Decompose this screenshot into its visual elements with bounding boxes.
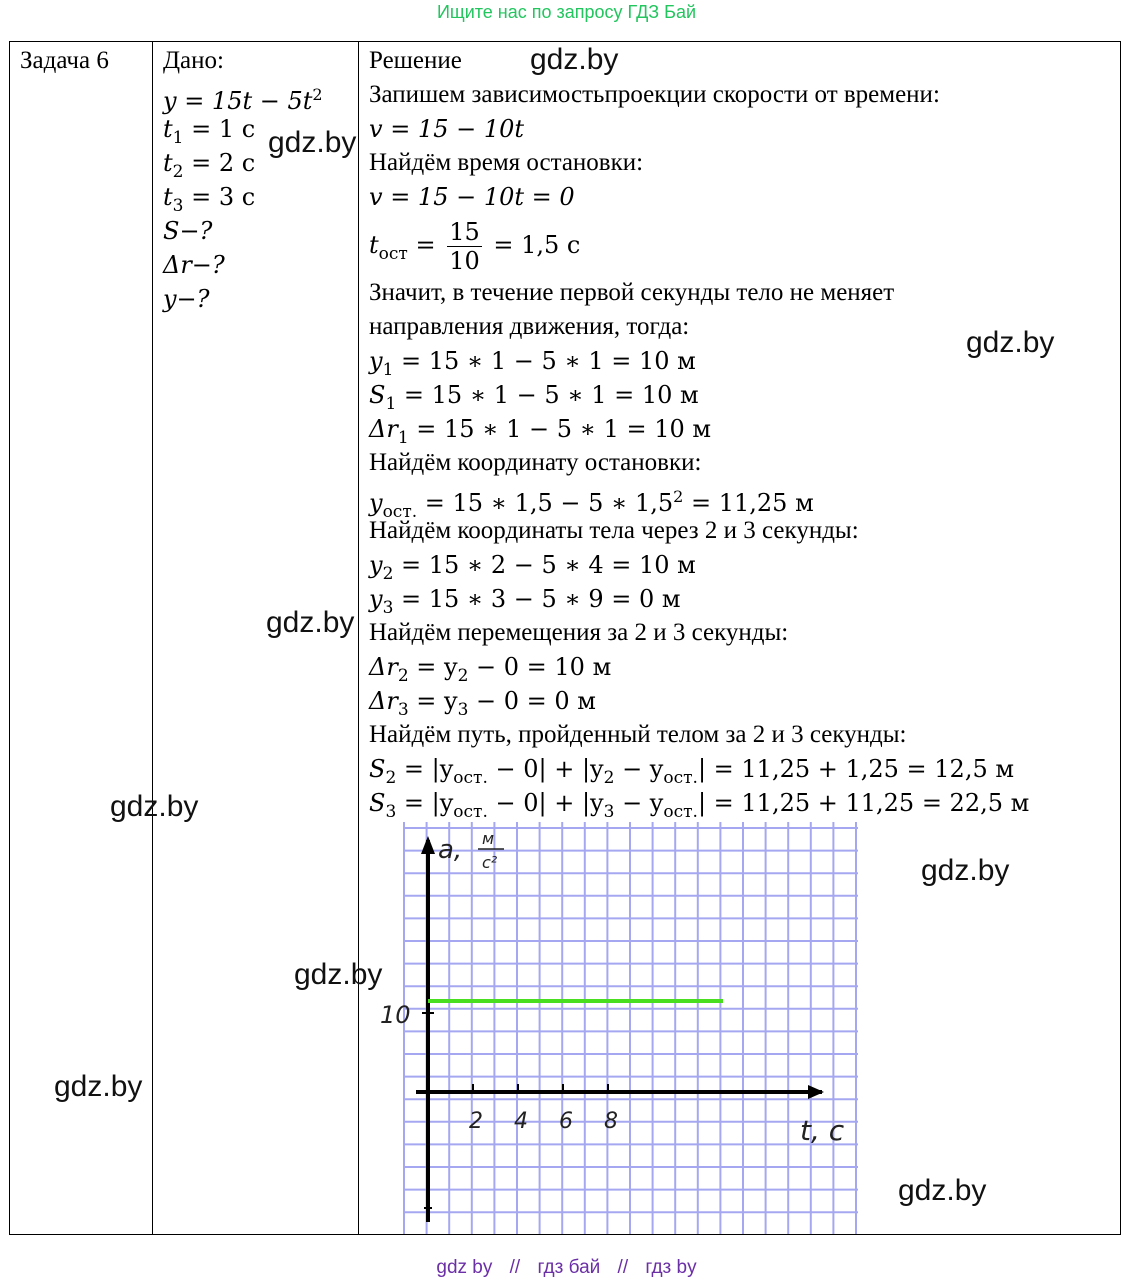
footer-separator: // bbox=[509, 1257, 521, 1278]
given-find-y: y−? bbox=[163, 285, 210, 313]
top-banner[interactable]: Ищите нас по запросу ГДЗ Бай bbox=[436, 2, 697, 22]
given-equation: $y = 15t - 5t^2$ bbox=[163, 85, 323, 115]
footer-link-gdz-by[interactable]: gdz by bbox=[436, 1257, 493, 1278]
given-t1: $t_1 = 1$ с bbox=[163, 115, 256, 148]
given-heading: Дано: bbox=[163, 47, 224, 74]
watermark: gdz.by bbox=[266, 606, 355, 639]
solution-formula: $\Delta r_2 = y_2 - 0 = 10$ м bbox=[369, 653, 612, 686]
axes bbox=[416, 836, 824, 1222]
given-t3: $t_3 = 3$ с bbox=[163, 183, 256, 216]
x-axis-label: t, c bbox=[800, 1114, 845, 1147]
given-find-dr: Δr−? bbox=[163, 251, 225, 279]
solution-stop-time: $t_{ост}$ = $\frac{15}{10}$ = 1,5 с bbox=[369, 218, 581, 275]
footer-link-gdz-by-cyr[interactable]: гдз by bbox=[645, 1257, 697, 1278]
solution-block bbox=[359, 42, 1120, 820]
x-tick-label: 4 bbox=[514, 1109, 528, 1134]
x-tick-label: 6 bbox=[559, 1109, 573, 1134]
solution-formula: $y_{ост.} = 15$ ∗ 1,5 − 5 ∗ $1,5^2 = 11,25$ м bbox=[369, 487, 814, 522]
x-axis-arrow bbox=[808, 1085, 824, 1099]
solution-formula: $\Delta r_1 = 15$ ∗ 1 − 5 ∗ 1 = 10 м bbox=[369, 415, 712, 448]
solution-formula: $y_3 = 15$ ∗ 3 − 5 ∗ 9 = 0 м bbox=[369, 585, 681, 618]
solution-text: Найдём координаты тела через 2 и 3 секунды: bbox=[369, 517, 859, 544]
solution-formula: $\Delta r_3 = y_3 - 0 = 0$ м bbox=[369, 687, 596, 720]
watermark: gdz.by bbox=[966, 326, 1055, 359]
solution-formula: v = 15 − 10t = 0 bbox=[369, 183, 575, 211]
solution-text: Найдём время остановки: bbox=[369, 149, 644, 176]
y-unit-numerator: м bbox=[482, 829, 495, 848]
watermark: gdz.by bbox=[898, 1174, 987, 1207]
solution-formula: $y_2 = 15$ ∗ 2 − 5 ∗ 4 = 10 м bbox=[369, 551, 696, 584]
watermark: gdz.by bbox=[530, 43, 619, 76]
solution-text: Найдём перемещения за 2 и 3 секунды: bbox=[369, 619, 789, 646]
given-block bbox=[153, 42, 358, 316]
solution-formula: $y_1 = 15$ ∗ 1 − 5 ∗ 1 = 10 м bbox=[369, 347, 696, 380]
x-tick-label: 2 bbox=[469, 1109, 483, 1134]
solution-heading: Решение bbox=[369, 47, 462, 74]
footer-link-gdz-bai[interactable]: гдз бай bbox=[537, 1257, 601, 1278]
solution-formula: $S_2 = |y_{ост.} - 0| + |y_2 - y_{ост.}| = 11,25 + 1,25 = 12,5$ м bbox=[369, 755, 1015, 788]
y-axis-label: a, bbox=[438, 835, 463, 865]
watermark: gdz.by bbox=[54, 1070, 143, 1103]
y-unit-denominator: с² bbox=[482, 853, 498, 872]
fraction: $\frac{15}{10}$ bbox=[449, 218, 480, 275]
solution-text: направления движения, тогда: bbox=[369, 313, 690, 340]
solution-formula: $S_1 = 15$ ∗ 1 − 5 ∗ 1 = 10 м bbox=[369, 381, 699, 414]
grid-paper bbox=[404, 822, 858, 1234]
footer-separator: // bbox=[617, 1257, 629, 1278]
solution-text: Найдём путь, пройденный телом за 2 и 3 секунды: bbox=[369, 721, 907, 748]
x-tick-label: 8 bbox=[604, 1109, 618, 1134]
bottom-banner bbox=[0, 1256, 1133, 1282]
acceleration-graph bbox=[372, 822, 858, 1234]
y-axis-arrow bbox=[421, 836, 435, 854]
solution-formula: v = 15 − 10t bbox=[369, 115, 525, 143]
graph-svg bbox=[372, 822, 858, 1234]
watermark: gdz.by bbox=[294, 958, 383, 991]
given-t2: $t_2 = 2$ с bbox=[163, 149, 256, 182]
task-name: Задача 6 bbox=[20, 47, 109, 74]
solution-formula: $S_3 = |y_{ост.} - 0| + |y_3 - y_{ост.}| = 11,25 + 11,25 = 22,5$ м bbox=[369, 789, 1030, 822]
watermark: gdz.by bbox=[268, 126, 357, 159]
y-tick-label: 10 bbox=[380, 1001, 411, 1029]
given-find-s: S−? bbox=[163, 217, 213, 245]
watermark: gdz.by bbox=[110, 790, 199, 823]
solution-text: Найдём координату остановки: bbox=[369, 449, 702, 476]
solution-text: Запишем зависимостьпроекции скорости от времени: bbox=[369, 81, 940, 108]
solution-text: Значит, в течение первой секунды тело не меняет bbox=[369, 279, 895, 306]
watermark: gdz.by bbox=[921, 854, 1010, 887]
task-name-cell bbox=[10, 42, 153, 1235]
